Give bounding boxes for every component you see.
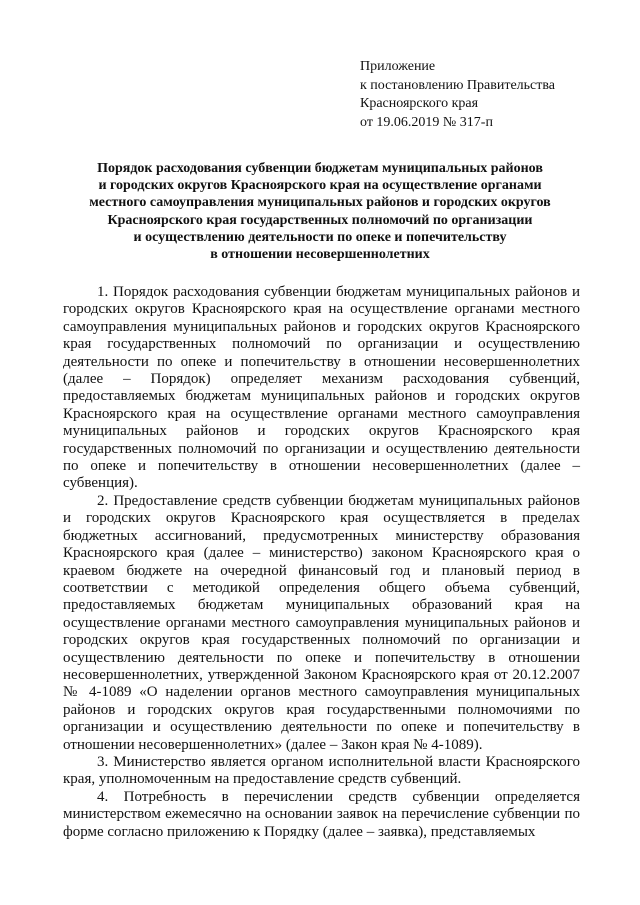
appendix-reference: к постановлению Правительства xyxy=(360,77,556,93)
appendix-header xyxy=(360,58,555,132)
paragraph-2: 2. Предоставление средств субвенции бюджетам муниципальных районов и городских округов Красноярского края осуществляется в пределах бюджетных ассигнований, предусмотренных министерству образования Красноярского края (далее – министерство) законом Красноярского края о краевом бюджете на очередной финансовый год и плановый период в соответствии с методикой определения общего объема субвенций, предоставляемых бюджетам муниципальных образований края на осуществление органами местного самоуправления муниципальных районов и городских округов края государственных полномочий по организации и осуществлению деятельности по опеке и попечительству в отношении несовершеннолетних, утвержденной Законом Красноярского края от 20.12.2007 № 4-1089 «О наделении органов местного самоуправления муниципальных районов и городских округов края государственными полномочиями по организации и осуществлению деятельности по опеке и попечительству в отношении несовершеннолетних» (далее – Закон края № 4-1089). xyxy=(63,492,580,753)
appendix-label: Приложение xyxy=(360,59,436,74)
paragraph-3: 3. Министерство является органом исполнительной власти Красноярского края, уполномоченным на предоставление средств субвенций. xyxy=(63,753,580,788)
paragraph-4: 4. Потребность в перечислении средств субвенции определяется министерством ежемесячно на основании заявок на перечисление субвенции по форме согласно приложению к Порядку (далее – заявка), представляемых xyxy=(63,788,580,840)
title-line: Порядок расходования субвенции бюджетам муниципальных районов xyxy=(97,161,543,176)
title-line: и городских округов Красноярского края на осуществление органами xyxy=(98,178,542,194)
title-line: в отношении несовершеннолетних xyxy=(210,247,430,263)
document-body xyxy=(63,284,580,841)
title-line: местного самоуправления муниципальных районов и городских округов xyxy=(89,195,551,211)
document-title xyxy=(40,160,600,263)
title-line: и осуществлению деятельности по опеке и попечительству xyxy=(133,229,507,245)
paragraph-1: 1. Порядок расходования субвенции бюджетам муниципальных районов и городских округов Красноярского края на осуществление органами местного самоуправления муниципальных районов и городских округов Красноярского края государственных полномочий по организации и осуществлению деятельности по опеке и попечительству в отношении несовершеннолетних (далее – Порядок) определяет механизм расходования субвенций, предоставляемых бюджетам муниципальных районов и городских округов Красноярского края на осуществление органами местного самоуправления муниципальных районов и городских округов Красноярского края государственных полномочий по организации и осуществлению деятельности по опеке и попечительству в отношении несовершеннолетних (далее – субвенция). xyxy=(63,284,580,492)
title-line: Красноярского края государственных полномочий по организации xyxy=(107,212,533,228)
appendix-region: Красноярского края xyxy=(360,96,479,111)
appendix-date-number: от 19.06.2019 № 317-п xyxy=(360,114,493,130)
